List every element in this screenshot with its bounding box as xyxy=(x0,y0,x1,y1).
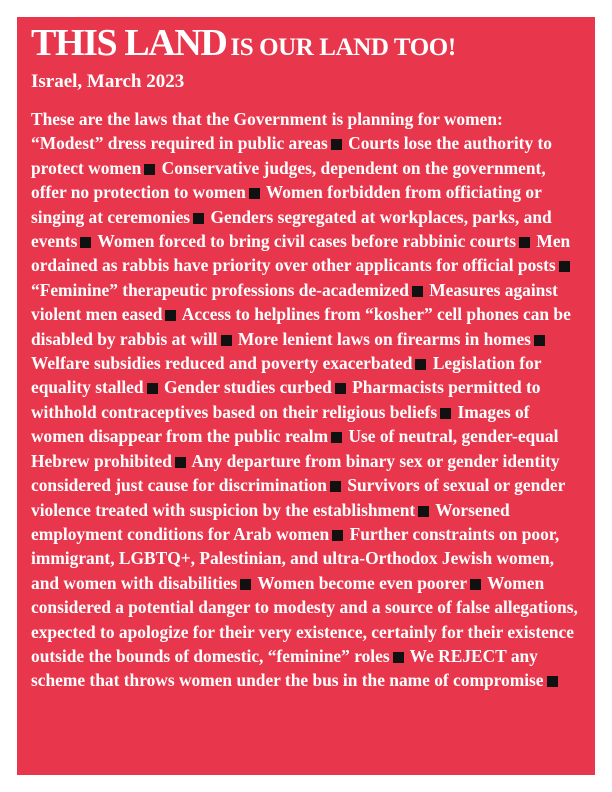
law-item: Men ordained as rabbis have priority over other applicants for official posts xyxy=(31,231,571,276)
law-item: Pharmacists permitted to withhold contraceptives based on their religious beliefs xyxy=(31,377,541,422)
square-bullet-icon xyxy=(331,139,342,150)
square-bullet-icon xyxy=(440,408,451,419)
square-bullet-icon xyxy=(193,213,204,224)
law-item: Welfare subsidies reduced and poverty exacerbated xyxy=(31,353,413,374)
law-item: Legislation for equality stalled xyxy=(31,353,542,398)
law-item: Women considered a potential danger to modesty and a source of false allegations, expected to apologize for their very existence, certainly for their existence outside the bounds of domestic, “feminine” roles xyxy=(31,572,578,666)
square-bullet-icon xyxy=(412,286,423,297)
square-bullet-icon xyxy=(330,481,341,492)
square-bullet-icon xyxy=(534,335,545,346)
square-bullet-icon xyxy=(335,383,346,394)
law-item: Conservative judges, dependent on the government, offer no protection to women xyxy=(31,157,546,203)
square-bullet-icon xyxy=(519,237,530,248)
square-bullet-icon xyxy=(332,530,343,541)
law-item: Genders segregated at workplaces, parks, and events xyxy=(31,206,552,252)
square-bullet-icon xyxy=(144,164,155,175)
square-bullet-icon xyxy=(165,310,176,321)
square-bullet-icon xyxy=(175,457,186,468)
square-bullet-icon xyxy=(80,237,91,248)
law-item: “Modest” dress required in public areas xyxy=(31,133,328,154)
headline xyxy=(31,23,585,68)
law-item: Survivors of sexual or gender violence treated with suspicion by the establishment xyxy=(31,475,566,520)
square-bullet-icon xyxy=(240,579,251,590)
headline-main: THIS LAND xyxy=(31,22,227,64)
dateline: Israel, March 2023 xyxy=(31,71,185,92)
law-item: Women forbidden from officiating or singing at ceremonies xyxy=(31,182,542,227)
law-item: Gender studies curbed xyxy=(163,377,332,398)
square-bullet-icon xyxy=(559,261,570,272)
square-bullet-icon xyxy=(547,676,558,687)
square-bullet-icon xyxy=(331,432,342,443)
square-bullet-icon xyxy=(393,652,404,663)
law-item: Measures against violent men eased xyxy=(31,279,558,325)
notice-panel xyxy=(17,17,595,775)
law-item: Women become even poorer xyxy=(257,572,468,593)
body-text xyxy=(31,107,585,693)
law-item: More lenient laws on firearms in homes xyxy=(237,328,531,349)
square-bullet-icon xyxy=(418,506,429,517)
law-item: Any departure from binary sex or gender identity considered just cause for discrimination xyxy=(31,450,560,496)
square-bullet-icon xyxy=(415,359,426,370)
square-bullet-icon xyxy=(470,579,481,590)
law-item: Further constraints on poor, immigrant, LGBTQ+, Palestinian, and ultra-Orthodox Jewish women, and women with disabilities xyxy=(31,523,560,593)
intro-text: These are the laws that the Government is planning for women: xyxy=(31,109,503,129)
law-item: “Feminine” therapeutic professions de-academized xyxy=(31,279,409,300)
law-item: Women forced to bring civil cases before rabbinic courts xyxy=(97,231,517,252)
square-bullet-icon xyxy=(249,188,260,199)
law-item: Images of women disappear from the public realm xyxy=(31,401,530,447)
law-item: Worsened employment conditions for Arab women xyxy=(31,499,510,544)
square-bullet-icon xyxy=(221,335,232,346)
law-item: Access to helplines from “kosher” cell phones can be disabled by rabbis at will xyxy=(31,304,571,349)
headline-sub: IS OUR LAND TOO! xyxy=(230,34,456,61)
law-item: We REJECT any scheme that throws women under the bus in the name of compromise xyxy=(31,645,544,691)
law-item: Use of neutral, gender-equal Hebrew prohibited xyxy=(31,426,559,471)
law-item: Courts lose the authority to protect women xyxy=(31,133,552,178)
square-bullet-icon xyxy=(147,383,158,394)
